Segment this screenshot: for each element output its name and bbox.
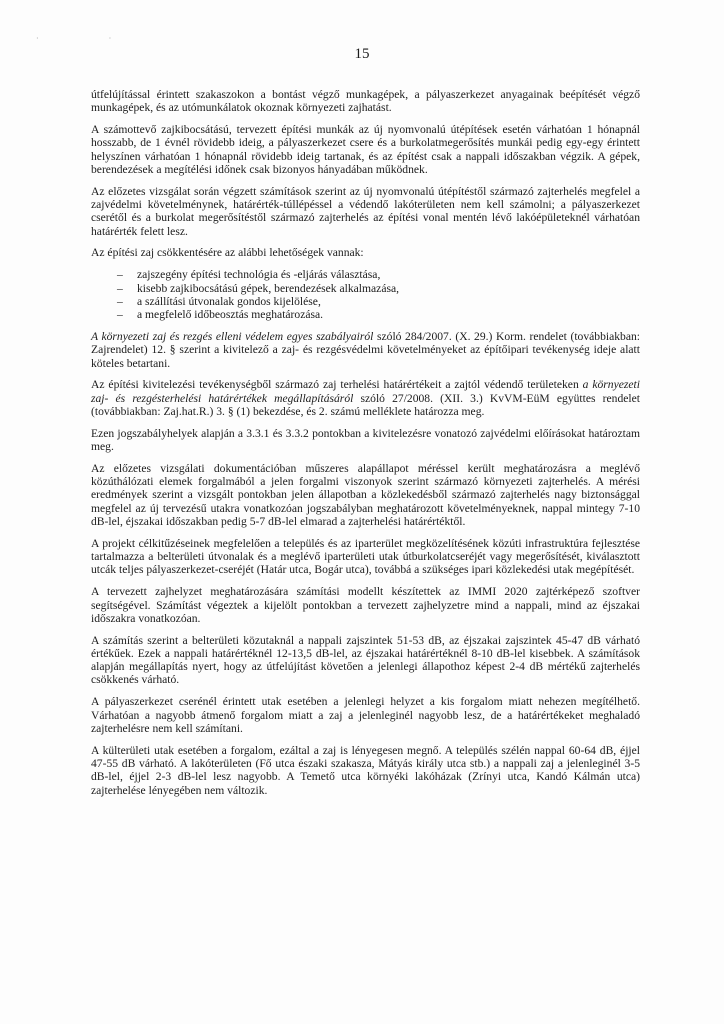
paragraph-8: Az előzetes vizsgálati dokumentációban műszeres alapállapot méréssel került meghatározásra a meglévő közúthálózati elemek forgalmából a jelen forgalmi viszonyok szerint származó környezeti zajterhelés. A mérési eredmények szerint a vizsgált pontokban jelen állapotban a közlekedésből származó zajterhelés nagy biztonsággal megfelel az új tervezésű utakra vonatkozóan jogszabályban meghatározott követelményeknek, nappal mintegy 7-10 dB-lel, éjszakai időszakban pedig 5-7 dB-lel elmarad a zajterhelési határértéktől.: [91, 461, 640, 529]
paragraph-6-text: szóló 27/2008. (XII. 3.) KvVM-EüM együttes rendelet (továbbiakban: Zaj.hat.R.) 3. § (1) bekezdése, és 2. számú melléklete határozza meg.: [91, 391, 640, 418]
regulation-title: a környezeti zaj- és rezgésterhelési határértékek megállapításáról: [91, 378, 640, 405]
paragraph-13: A külterületi utak esetében a forgalom, ezáltal a zaj is lényegesen megnő. A település szélén nappal 60-64 dB, éjjel 47-55 dB várható. A lakóterületen (Fő utca északi szakasza, Mátyás király utca stb.) a nappali zaj a jelenleginél 3-5 dB-lel, éjjel 2-3 dB-lel lesz nagyobb. A Temető utca környéki lakóházak (Zrínyi utca, Kandó Kálmán utca) zajterhelése lényegében nem változik.: [91, 743, 640, 797]
list-item: – a megfelelő időbeosztás meghatározása.: [91, 308, 640, 321]
paragraph-12: A pályaszerkezet cserénél érintett utak esetében a jelenlegi helyzet a kis forgalom miatt nehezen megítélhető. Várhatóan a nagyobb átmenő forgalom miatt a zaj a jelenleginél nagyobb lesz, de a határértékeket meghaladó zajterhelésre nem kell számítani.: [91, 695, 640, 735]
paragraph-5-text: szóló 284/2007. (X. 29.) Korm. rendelet (továbbiakban: Zajrendelet) 12. § szerint a kivitelező a zaj- és rezgésvédelmi követelményeket az építőipari tevékenység ideje alatt köteles betartani.: [91, 329, 640, 370]
paragraph-1: útfelújítással érintett szakaszokon a bontást végző munkagépek, a pályaszerkezet anyagainak beépítését végző munkagépek, és az utómunkálatok okoznak környezeti zajhatást.: [91, 88, 640, 115]
regulation-title: A környezeti zaj és rezgés elleni védelem egyes szabályairól: [91, 329, 374, 343]
paragraph-5: [91, 330, 640, 370]
document-body: [91, 88, 640, 805]
scan-marks: · ·: [36, 34, 146, 43]
paragraph-6-start: Az építési kivitelezési tevékenységből származó zaj terhelési határértékeit a zajtól védendő területeken: [91, 378, 583, 392]
paragraph-10: A tervezett zajhelyzet meghatározására számítási modellt készítettek az IMMI 2020 zajtérképező szoftver segítségével. Számítást végeztek a kijelölt pontokban a tervezett zajhelyzetre mind a nappali, mind az éjszakai időszakra vonatkozóan.: [91, 585, 640, 625]
list-item: – zajszegény építési technológia és -eljárás választása,: [91, 268, 640, 281]
paragraph-7: Ezen jogszabályhelyek alapján a 3.3.1 és 3.3.2 pontokban a kivitelezésre vonatozó zajvédelmi előírásokat határoztam meg.: [91, 426, 640, 454]
list-item: – a szállítási útvonalak gondos kijelölése,: [91, 295, 640, 308]
paragraph-2: A számottevő zajkibocsátású, tervezett építési munkák az új nyomvonalú útépítések esetén várhatóan 1 hónapnál hosszabb, de 1 évnél rövidebb ideig, a pályaszerkezet csere és a burkolatmegerősítés munkái pedig egy-egy érintett helyszínen várhatóan 1 hónapnál rövidebb ideig tartanak, és az építést csak a nappali időszakban végzik. A gépek, berendezések a megítélési időnek csak bizonyos hányadában működnek.: [91, 123, 640, 176]
paragraph-6: [91, 378, 640, 418]
paragraph-11: A számítás szerint a belterületi közutaknál a nappali zajszintek 51-53 dB, az éjszakai zajszintek 45-47 dB várható értékűek. Ezek a nappali határértéknél 12-13,5 dB-lel, az éjszakai határértéknél 8-10 dB-lel kisebbek. A számítások alapján megállapítás nyert, hogy az útfelújítást követően a jelenlegi állapothoz képest 2-4 dB mértékű zajterhelés csökkenés várható.: [91, 633, 640, 687]
page-number: 15: [354, 46, 370, 62]
paragraph-9: A projekt célkitűzéseinek megfelelően a település és az iparterület megközelítésének közúti infrastruktúra fejlesztése tartalmazza a belterületi útvonalak és a meglévő iparterületi utak útburkolatcseréjét vagy megerősítését, kiválasztott utcák teljes pályaszerkezet-cseréjét (Határ utca, Bogár utca), továbbá a szükséges ipari közlekedési utak megépítését.: [91, 536, 640, 577]
noise-reduction-list: [91, 268, 640, 321]
paragraph-4: Az építési zaj csökkentésére az alábbi lehetőségek vannak:: [91, 246, 364, 260]
paragraph-3: Az előzetes vizsgálat során végzett számítások szerint az új nyomvonalú útépítéstől származó zajterhelés megfelel a zajvédelmi követelménynek, határérték-túllépéssel a védendő lakóterületen nem kell számolni; a pályaszerkezet cserétől és a burkolat megerősítéstől származó zajterhelés az építési vonal mentén lévő lakóépületeknél várhatóan határérték felett lesz.: [91, 184, 640, 238]
list-item: – kisebb zajkibocsátású gépek, berendezések alkalmazása,: [91, 282, 640, 295]
